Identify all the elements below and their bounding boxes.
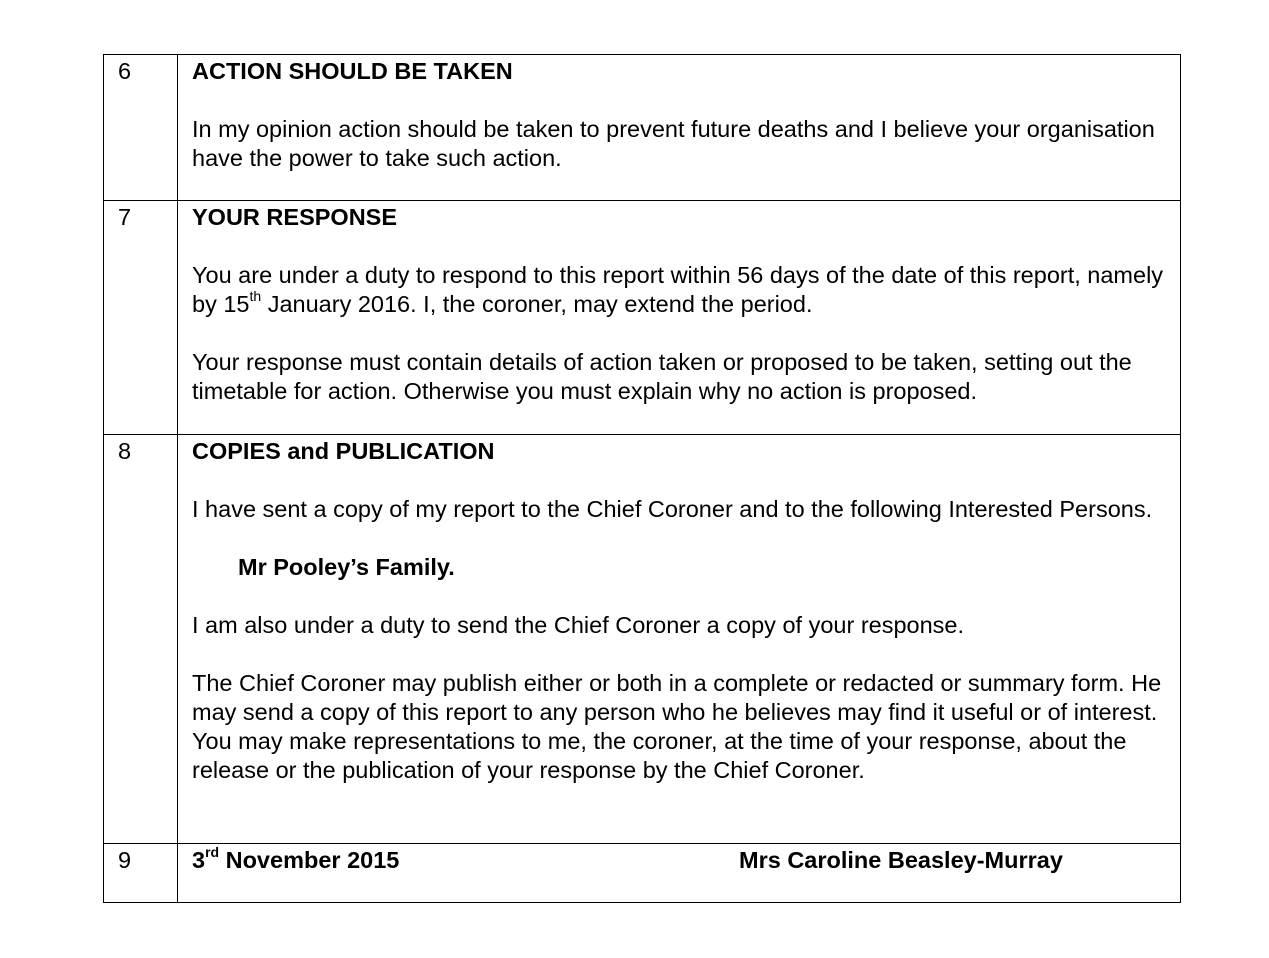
report-table (103, 54, 1181, 903)
section-number: 8 (104, 435, 178, 844)
section-number: 9 (104, 844, 178, 903)
section-paragraph: I am also under a duty to send the Chief Coroner a copy of your response. (192, 612, 965, 638)
section-body (178, 201, 1181, 435)
recipient-name: Mr Pooley’s Family. (238, 554, 455, 580)
section-paragraph (192, 261, 1172, 319)
section-body (178, 55, 1181, 201)
section-body (178, 435, 1181, 844)
section-heading: COPIES and PUBLICATION (192, 438, 495, 464)
section-paragraph: I have sent a copy of my report to the Chief Coroner and to the following Interested Persons. (192, 496, 1153, 522)
signature-line (192, 846, 1172, 875)
paragraph-text: You are under a duty to respond to this report within 56 days of the date of this report, namely by 15 (192, 262, 1164, 317)
coroner-name: Mrs Caroline Beasley-Murray (739, 847, 1063, 873)
section-number: 6 (104, 55, 178, 201)
section-row-7 (104, 201, 1181, 435)
report-date (192, 846, 739, 875)
section-paragraph: Your response must contain details of action taken or proposed to be taken, setting out the timetable for action. Otherwise you must explain why no action is proposed. (192, 349, 1132, 404)
section-number: 7 (104, 201, 178, 435)
date-day: 3 (192, 847, 206, 873)
section-row-9 (104, 844, 1181, 903)
date-rest: November 2015 (219, 847, 400, 873)
section-body (178, 844, 1181, 903)
section-paragraph: In my opinion action should be taken to prevent future deaths and I believe your organisation have the power to take such action. (192, 116, 1155, 171)
section-heading: YOUR RESPONSE (192, 204, 398, 230)
ordinal-suffix: rd (205, 844, 220, 861)
section-row-8 (104, 435, 1181, 844)
paragraph-text: January 2016. I, the coroner, may extend the period. (261, 291, 813, 317)
section-heading: ACTION SHOULD BE TAKEN (192, 58, 513, 84)
section-paragraph: The Chief Coroner may publish either or both in a complete or redacted or summary form. He may send a copy of this report to any person who he believes may find it useful or of interest. You may make representations to me, the coroner, at the time of your response, about the release or the publication of your response by the Chief Coroner. (192, 670, 1162, 783)
section-row-6 (104, 55, 1181, 201)
ordinal-suffix: th (249, 288, 262, 305)
